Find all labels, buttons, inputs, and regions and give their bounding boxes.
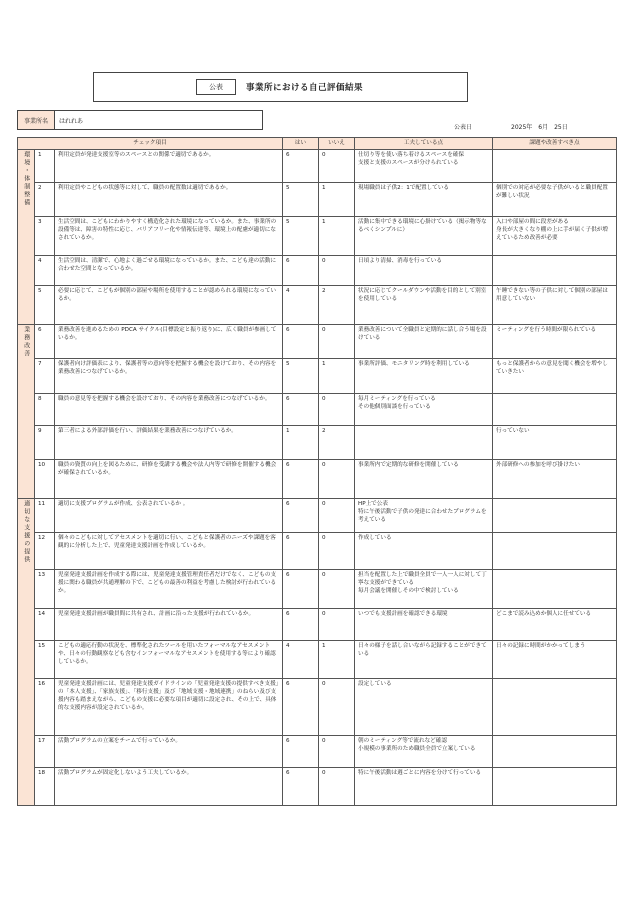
row-number: 13	[35, 570, 55, 609]
row-number: 18	[35, 768, 55, 806]
table-row	[18, 325, 617, 359]
table-row	[18, 460, 617, 499]
check-item: 児童発達支援計画には、児童発達支援ガイドラインの「児童発達支援の提供すべき支援」の「本人支援」、「家族支援」、「移行支援」及び「地域支援・地域連携」のねらい及び支援内容も踏まえながら、こどもの支援に必要な項目が適切に設定され、その上で、具体的な支援内容が設定されているか。	[55, 679, 283, 736]
col-header-no: いいえ	[319, 138, 355, 150]
good-points: 事業所評価、モニタリング時を利用している	[355, 359, 493, 394]
row-number: 10	[35, 460, 55, 499]
col-header-good-points: 工夫している点	[355, 138, 493, 150]
row-number: 9	[35, 426, 55, 460]
issues: 行っていない	[493, 426, 617, 460]
issues: ミーティングを行う時間が限られている	[493, 325, 617, 359]
row-number: 16	[35, 679, 55, 736]
row-number: 12	[35, 533, 55, 570]
no-count: 0	[319, 768, 355, 806]
check-item: 利用定員やこどもの状態等に対して、職員の配置数は適切であるか。	[55, 183, 283, 217]
no-count: 0	[319, 150, 355, 183]
no-count: 0	[319, 499, 355, 533]
no-count: 1	[319, 217, 355, 256]
good-points: 業務改善について全職員と定期的に話し合う場を設けている	[355, 325, 493, 359]
yes-count: 6	[283, 460, 319, 499]
check-item: 適切に支援プログラムが作成、公表されているか 。	[55, 499, 283, 533]
no-count: 1	[319, 641, 355, 679]
category-label: 環境・体制整備	[22, 151, 30, 207]
good-points: 日頃より清掃、消毒を行っている	[355, 256, 493, 286]
yes-count: 6	[283, 325, 319, 359]
row-number: 14	[35, 609, 55, 641]
issues	[493, 679, 617, 736]
evaluation-table	[17, 137, 617, 806]
no-count: 0	[319, 325, 355, 359]
table-row	[18, 150, 617, 183]
col-header-check-item: チェック項目	[18, 138, 283, 150]
table-row	[18, 768, 617, 806]
row-number: 6	[35, 325, 55, 359]
row-number: 4	[35, 256, 55, 286]
issues	[493, 736, 617, 768]
issues	[493, 499, 617, 533]
row-number: 15	[35, 641, 55, 679]
table-row	[18, 499, 617, 533]
page-title: 事業所における自己評価結果	[246, 83, 364, 93]
yes-count: 5	[283, 359, 319, 394]
row-number: 2	[35, 183, 55, 217]
no-count: 0	[319, 609, 355, 641]
good-points: 状況に応じてクールダウンや活動を目的として別室を使用している	[355, 286, 493, 325]
no-count: 0	[319, 533, 355, 570]
issues: 午睡できない等の子供に対して個別の部屋は用意していない	[493, 286, 617, 325]
row-number: 8	[35, 394, 55, 426]
check-item: 活動プログラムの立案をチームで行っているか。	[55, 736, 283, 768]
no-count: 2	[319, 426, 355, 460]
check-item: 必要に応じて、こどもが個別の部屋や場所を使用することが認められる環境になっているか。	[55, 286, 283, 325]
yes-count: 6	[283, 533, 319, 570]
row-number: 5	[35, 286, 55, 325]
no-count: 1	[319, 359, 355, 394]
check-item: こどもの適応行動の状況を、標準化されたツールを用いたフォーマルなアセスメントや、日々の行動観察なども含むインフォーマルなアセスメントを使用する等により確認しているか。	[55, 641, 283, 679]
table-row	[18, 359, 617, 394]
table-row	[18, 736, 617, 768]
yes-count: 6	[283, 150, 319, 183]
col-header-issues: 課題や改善すべき点	[493, 138, 617, 150]
category-label: 適切な支援の提供	[22, 500, 30, 564]
table-row	[18, 679, 617, 736]
good-points: 現場職員は子供2：1で配置している	[355, 183, 493, 217]
issues	[493, 394, 617, 426]
no-count: 2	[319, 286, 355, 325]
check-item: 第三者による外部評価を行い、評価結果を業務改善につなげているか。	[55, 426, 283, 460]
no-count: 0	[319, 570, 355, 609]
row-number: 11	[35, 499, 55, 533]
good-points	[355, 426, 493, 460]
good-points: HP上で公表 特に午後活動で子供の発達に合わせたプログラムを考えている	[355, 499, 493, 533]
category-cell	[18, 499, 35, 806]
yes-count: 5	[283, 183, 319, 217]
good-points: 毎月ミーティングを行っている その他個別面談を行っている	[355, 394, 493, 426]
issues	[493, 150, 617, 183]
good-points: 特に午後活動は週ごとに内容を分けて行っている	[355, 768, 493, 806]
good-points: 担当を配置した上で職員全員で一人一人に対して丁寧な支援ができている 毎月会議を開催しその中で検討している	[355, 570, 493, 609]
good-points: 仕切り等を使い落ち着けるスペースを確保 支援と支援のスペースが分けられている	[355, 150, 493, 183]
yes-count: 4	[283, 641, 319, 679]
row-number: 1	[35, 150, 55, 183]
table-row	[18, 286, 617, 325]
issues	[493, 570, 617, 609]
no-count: 0	[319, 256, 355, 286]
issues: 外部研修への参加を呼び掛けたい	[493, 460, 617, 499]
office-label: 事業所名	[17, 110, 55, 130]
check-item: 職員の意見等を把握する機会を設けており、その内容を業務改善につなげているか。	[55, 394, 283, 426]
check-item: 生活空間は、こどもにわかりやすく構造化された環境になっているか。また、事業所の設備等は、障害の特性に応じ、バリアフリー化や情報伝達等、環境上の配慮が適切になされているか。	[55, 217, 283, 256]
check-item: 個々のこどもに対してアセスメントを適切に行い、こどもと保護者のニーズや課題を客観的に分析した上で、児童発達支援計画を作成しているか。	[55, 533, 283, 570]
check-item: 活動プログラムが固定化しないよう工夫しているか。	[55, 768, 283, 806]
yes-count: 6	[283, 609, 319, 641]
check-item: 児童発達支援計画を作成する際には、児童発達支援管理責任者だけでなく、こどもの支援に関わる職員が共通理解の下で、こどもの最善の利益を考慮した検討が行われているか。	[55, 570, 283, 609]
yes-count: 4	[283, 286, 319, 325]
yes-count: 6	[283, 679, 319, 736]
row-number: 3	[35, 217, 55, 256]
no-count: 0	[319, 736, 355, 768]
good-points: 活動に集中できる環境に心掛けている（掲示物等なるべくシンプルに）	[355, 217, 493, 256]
check-item: 職員の資質の向上を図るために、研修を受講する機会や法人内等で研修を開催する機会が確保されているか。	[55, 460, 283, 499]
title-box	[93, 72, 468, 102]
issues	[493, 533, 617, 570]
table-row	[18, 609, 617, 641]
good-points: 朝のミーティング等で流れなど確認 小規模の事業所のため職員全員で立案している	[355, 736, 493, 768]
yes-count: 6	[283, 570, 319, 609]
yes-count: 6	[283, 736, 319, 768]
office-name: はれれあ	[55, 110, 263, 130]
no-count: 0	[319, 460, 355, 499]
table-row	[18, 641, 617, 679]
table-row	[18, 570, 617, 609]
no-count: 1	[319, 183, 355, 217]
good-points: 日々の様子を話し合いながら記録することができている	[355, 641, 493, 679]
issues	[493, 256, 617, 286]
good-points: いつでも支援計画を確認できる環境	[355, 609, 493, 641]
check-item: 利用定員が発達支援室等のスペースとの関係で適切であるか。	[55, 150, 283, 183]
table-row	[18, 256, 617, 286]
issues: 日々の記録に時間がかかってしまう	[493, 641, 617, 679]
issues: もっと保護者からの意見を聞く機会を増やしていきたい	[493, 359, 617, 394]
category-label: 業務改善	[22, 326, 30, 358]
row-number: 17	[35, 736, 55, 768]
publish-date-value: 2025年 6月 25日	[511, 124, 568, 131]
yes-count: 1	[283, 426, 319, 460]
category-cell	[18, 150, 35, 325]
public-badge: 公表	[196, 79, 236, 95]
issues	[493, 768, 617, 806]
issues: 個別での対応が必要な子供がいると職員配置が難しい状況	[493, 183, 617, 217]
yes-count: 5	[283, 217, 319, 256]
check-item: 業務改善を進めるための PDCA サイクル(目標設定と振り返り)に、広く職員が参画しているか。	[55, 325, 283, 359]
yes-count: 6	[283, 499, 319, 533]
col-header-yes: はい	[283, 138, 319, 150]
row-number: 7	[35, 359, 55, 394]
category-cell	[18, 325, 35, 499]
issues: 入口や部屋の間に段差がある 身長が大きくなり棚の上に手が届く子供が増えているため改善が必要	[493, 217, 617, 256]
yes-count: 6	[283, 768, 319, 806]
table-row	[18, 394, 617, 426]
check-item: 保護者向け評価表により、保護者等の意向等を把握する機会を設けており、その内容を業務改善につなげているか。	[55, 359, 283, 394]
table-header-row	[18, 138, 617, 150]
no-count: 0	[319, 679, 355, 736]
table-row	[18, 183, 617, 217]
good-points: 作成している	[355, 533, 493, 570]
check-item: 生活空間は、清潔で、心地よく過ごせる環境になっているか。また、こども達の活動に合わせた空間となっているか。	[55, 256, 283, 286]
good-points: 事業所内で定期的な研修を開催している	[355, 460, 493, 499]
table-row	[18, 533, 617, 570]
yes-count: 6	[283, 394, 319, 426]
good-points: 設定している	[355, 679, 493, 736]
issues: どこまで読み込めか個人に任せている	[493, 609, 617, 641]
publish-date-label: 公表日	[454, 124, 473, 131]
check-item: 児童発達支援計画が職員間に共有され、計画に沿った支援が行われているか。	[55, 609, 283, 641]
table-row	[18, 426, 617, 460]
no-count: 0	[319, 394, 355, 426]
yes-count: 6	[283, 256, 319, 286]
table-row	[18, 217, 617, 256]
